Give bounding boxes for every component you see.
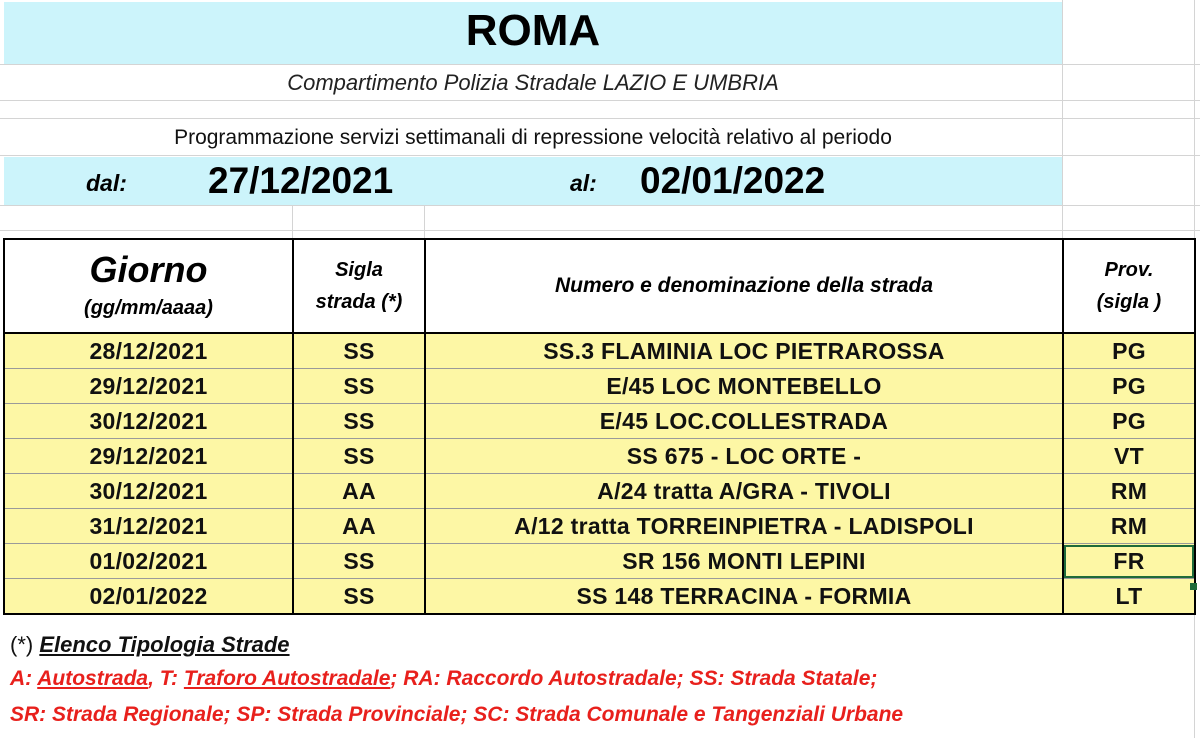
grid-line [0, 155, 1200, 156]
header-prov-line1: Prov. [1104, 259, 1154, 281]
cell-sigla[interactable]: SS [293, 579, 425, 615]
header-giorno[interactable] [4, 239, 293, 333]
cell-prov[interactable]: PG [1063, 404, 1195, 439]
cell-giorno[interactable]: 02/01/2022 [4, 579, 293, 615]
header-strada[interactable] [425, 239, 1063, 333]
dal-date-cell[interactable]: 27/12/2021 [208, 160, 394, 201]
legend-line-1-rest: ; RA: Raccordo Autostradale; SS: Strada Statale; [390, 667, 878, 690]
cell-strada[interactable]: A/12 tratta TORREINPIETRA - LADISPOLI [425, 509, 1063, 544]
cell-sigla[interactable]: SS [293, 369, 425, 404]
al-label: al: [570, 170, 597, 196]
table-row [4, 439, 1195, 474]
cell-prov[interactable]: VT [1063, 439, 1195, 474]
cell-giorno[interactable]: 28/12/2021 [4, 333, 293, 369]
legend-autostrada: Autostrada [37, 667, 149, 690]
cell-prov[interactable]: PG [1063, 333, 1195, 369]
cell-strada[interactable]: E/45 LOC MONTEBELLO [425, 369, 1063, 404]
grid-line [1062, 0, 1063, 238]
cell-strada[interactable]: SR 156 MONTI LEPINI [425, 544, 1063, 579]
cell-strada[interactable]: A/24 tratta A/GRA - TIVOLI [425, 474, 1063, 509]
cell-giorno[interactable]: 30/12/2021 [4, 404, 293, 439]
header-sigla-line1: Sigla [335, 259, 383, 281]
grid-line [0, 64, 1200, 65]
dates-band [4, 157, 1062, 205]
legend-a-code: A: [10, 667, 33, 690]
cell-sigla[interactable]: SS [293, 404, 425, 439]
cell-prov[interactable]: RM [1063, 474, 1195, 509]
page-subtitle: Compartimento Polizia Stradale LAZIO E UMBRIA [287, 70, 779, 95]
grid-line [0, 118, 1200, 119]
cell-giorno[interactable]: 30/12/2021 [4, 474, 293, 509]
cell-prov-selected[interactable]: FR [1063, 544, 1195, 579]
cell-prov[interactable]: LT [1063, 579, 1195, 615]
header-prov-line2: (sigla ) [1096, 291, 1162, 313]
legend-title: Elenco Tipologia Strade [39, 632, 290, 657]
al-date-cell[interactable]: 02/01/2022 [640, 160, 826, 201]
grid-line [0, 100, 1200, 101]
page-title: ROMA [465, 6, 601, 55]
cell-strada[interactable]: SS.3 FLAMINIA LOC PIETRAROSSA [425, 333, 1063, 369]
header-strada-label: Numero e denominazione della strada [554, 274, 934, 297]
table-row [4, 369, 1195, 404]
fill-handle[interactable] [1190, 583, 1197, 590]
cell-sigla[interactable]: AA [293, 509, 425, 544]
cell-giorno[interactable]: 29/12/2021 [4, 369, 293, 404]
schedule-table [3, 238, 1196, 615]
table-header-row [4, 239, 1195, 333]
table-row [4, 579, 1195, 615]
cell-strada[interactable]: SS 148 TERRACINA - FORMIA [425, 579, 1063, 615]
cell-sigla[interactable]: AA [293, 474, 425, 509]
legend-line-1 [10, 667, 877, 691]
intro-text: Programmazione servizi settimanali di repressione velocità relativo al periodo [174, 126, 892, 149]
cell-prov[interactable]: RM [1063, 509, 1195, 544]
header-giorno-label: Giorno [89, 249, 208, 290]
legend-t-code: , T: [148, 667, 179, 690]
grid-line [292, 205, 293, 238]
legend-traforo: Traforo Autostradale [183, 667, 391, 690]
table-row [4, 333, 1195, 369]
header-prov[interactable] [1063, 239, 1195, 333]
dal-label: dal: [86, 170, 127, 196]
table-row [4, 544, 1195, 579]
grid-line [424, 205, 425, 238]
table-row [4, 509, 1195, 544]
legend-line-2: SR: Strada Regionale; SP: Strada Provinciale; SC: Strada Comunale e Tangenziali Urbane [10, 703, 904, 726]
legend-prefix: (*) [10, 632, 34, 657]
cell-strada[interactable]: SS 675 - LOC ORTE - [425, 439, 1063, 474]
cell-sigla[interactable]: SS [293, 439, 425, 474]
grid-line [0, 230, 1200, 231]
cell-sigla[interactable]: SS [293, 333, 425, 369]
cell-giorno[interactable]: 29/12/2021 [4, 439, 293, 474]
table-row [4, 474, 1195, 509]
cell-sigla[interactable]: SS [293, 544, 425, 579]
legend-heading [10, 632, 290, 658]
cell-prov[interactable]: PG [1063, 369, 1195, 404]
header-giorno-format: (gg/mm/aaaa) [84, 297, 213, 319]
cell-strada[interactable]: E/45 LOC.COLLESTRADA [425, 404, 1063, 439]
table-row [4, 404, 1195, 439]
header-sigla[interactable] [293, 239, 425, 333]
header-sigla-line2: strada (*) [315, 291, 403, 313]
grid-line [0, 205, 1200, 206]
cell-giorno[interactable]: 01/02/2021 [4, 544, 293, 579]
cell-giorno[interactable]: 31/12/2021 [4, 509, 293, 544]
